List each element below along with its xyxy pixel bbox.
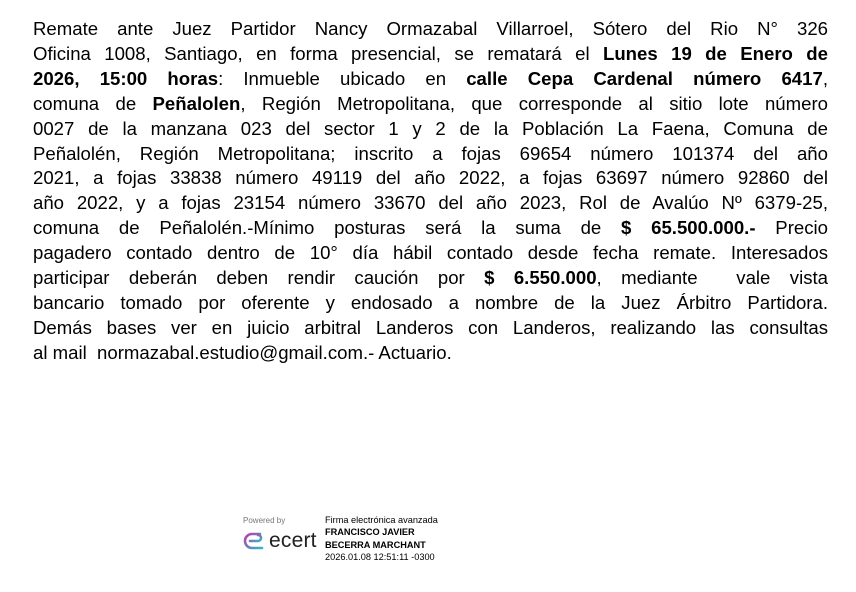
notice-text-bold: calle Cepa Cardenal número 6417 <box>466 67 823 89</box>
notice-text: comuna de Peñalolén.-Mínimo posturas será la suma de <box>33 217 622 239</box>
notice-text: , mediante vale vista <box>596 267 828 289</box>
notice-line <box>33 142 828 167</box>
notice-line <box>33 191 828 216</box>
notice-line <box>33 291 828 316</box>
notice-line <box>33 117 828 142</box>
notice-text-bold: 2026, 15:00 horas <box>33 67 219 89</box>
notice-text: comuna de <box>33 92 153 114</box>
notice-line <box>33 341 828 366</box>
notice-line <box>33 92 828 117</box>
notice-text: Peñalolén, Región Metropolitana; inscrito a fojas 69654 número 101374 del año <box>33 142 828 164</box>
notice-text: 2021, a fojas 33838 número 49119 del año 2022, a fojas 63697 número 92860 del <box>33 167 828 189</box>
signature-type: Firma electrónica avanzada <box>325 515 438 525</box>
notice-line <box>33 166 828 191</box>
notice-text: 0027 de la manzana 023 del sector 1 y 2 de la Población La Faena, Comuna de <box>33 117 828 139</box>
signature-details <box>325 514 438 564</box>
notice-text: participar deberán deben rendir caución por <box>33 267 485 289</box>
notice-text: al mail normazabal.estudio@gmail.com.- Actuario. <box>33 341 452 363</box>
notice-text: pagadero contado dentro de 10° día hábil contado desde fecha remate. Interesados <box>33 242 828 264</box>
notice-text-bold: Peñalolen <box>152 92 241 114</box>
signer-name-line1: FRANCISCO JAVIER <box>325 527 415 538</box>
notice-text: : Inmueble ubicado en <box>218 67 467 89</box>
auction-notice <box>33 17 828 366</box>
notice-line <box>33 241 828 266</box>
notice-text-bold: Lunes 19 de Enero de <box>602 42 828 64</box>
notice-text-bold: $ 65.500.000.- <box>621 217 756 239</box>
notice-line <box>33 42 828 67</box>
notice-text: Demás bases ver en juicio arbitral Landeros con Landeros, realizando las consultas <box>33 316 828 338</box>
notice-text: Remate ante Juez Partidor Nancy Ormazabal Villarroel, Sótero del Rio N° 326 <box>33 18 828 39</box>
notice-text-bold: $ 6.550.000 <box>484 267 597 289</box>
notice-text: bancario tomado por oferente y endosado a nombre de la Juez Árbitro Partidora. <box>33 291 828 313</box>
notice-line <box>33 67 828 92</box>
notice-line <box>33 266 828 291</box>
notice-line <box>33 17 828 42</box>
notice-text: , <box>822 67 828 89</box>
powered-by-label: Powered by <box>243 516 286 525</box>
electronic-signature-stamp <box>240 512 470 572</box>
signer-name-line2: BECERRA MARCHANT <box>325 539 426 550</box>
notice-text: año 2022, y a fojas 23154 número 33670 del año 2023, Rol de Avalúo Nº 6379-25, <box>33 192 828 214</box>
ecert-logo <box>242 529 317 553</box>
ecert-logo-icon <box>242 530 266 552</box>
notice-line <box>33 316 828 341</box>
notice-line <box>33 216 828 241</box>
notice-text: , Región Metropolitana, que corresponde al sitio lote número <box>240 92 828 114</box>
notice-text: Precio <box>755 217 828 239</box>
signature-timestamp: 2026.01.08 12:51:11 -0300 <box>325 552 435 563</box>
notice-text: Oficina 1008, Santiago, en forma presencial, se rematará el <box>33 42 603 64</box>
ecert-brand-text: ecert <box>269 529 317 552</box>
